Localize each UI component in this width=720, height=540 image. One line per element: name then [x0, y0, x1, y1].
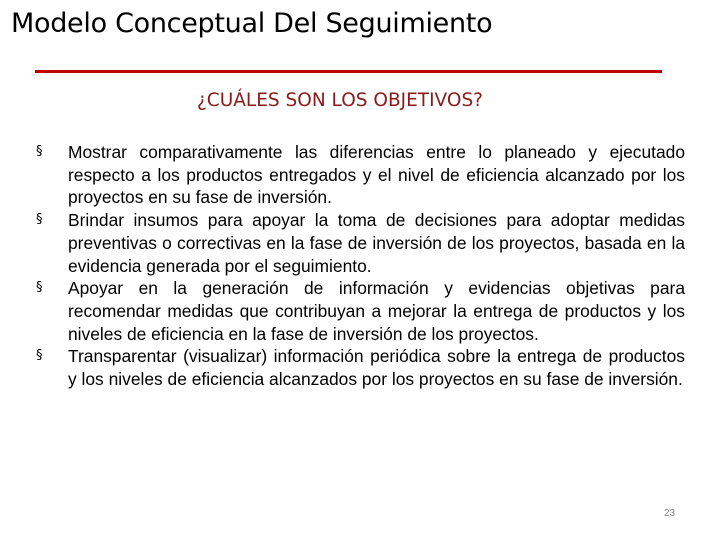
objective-item [36, 209, 685, 277]
title-divider [35, 70, 662, 73]
section-heading: ¿CUÁLES SON LOS OBJETIVOS? [196, 90, 484, 111]
objective-item [36, 277, 685, 345]
slide-title: Modelo Conceptual Del Seguimiento [11, 8, 493, 39]
bullet-icon: § [36, 348, 43, 364]
bullet-icon: § [36, 280, 43, 296]
bullet-icon: § [36, 212, 43, 228]
objective-item [36, 345, 685, 390]
objective-text: Brindar insumos para apoyar la toma de decisiones para adoptar medidas preventivas o correctivas en la fase de inversión de los proyectos, basada en la evidencia generada por el seguimiento. [68, 210, 685, 276]
objectives-list [36, 141, 685, 391]
objective-text: Mostrar comparativamente las diferencias entre lo planeado y ejecutado respecto a los productos entregados y el nivel de eficiencia alcanzado por los proyectos en su fase de inversión. [68, 142, 685, 208]
bullet-icon: § [36, 144, 43, 159]
objective-text: Transparentar (visualizar) información periódica sobre la entrega de productos y los niveles de eficiencia alcanzados por los proyectos en su fase de inversión. [68, 346, 685, 390]
page-number: 23 [664, 508, 676, 519]
objective-text: Apoyar en la generación de información y evidencias objetivas para recomendar medidas que contribuyan a mejorar la entrega de productos y los niveles de eficiencia en la fase de inversión de los proyectos. [68, 278, 685, 344]
objective-item [36, 141, 685, 209]
